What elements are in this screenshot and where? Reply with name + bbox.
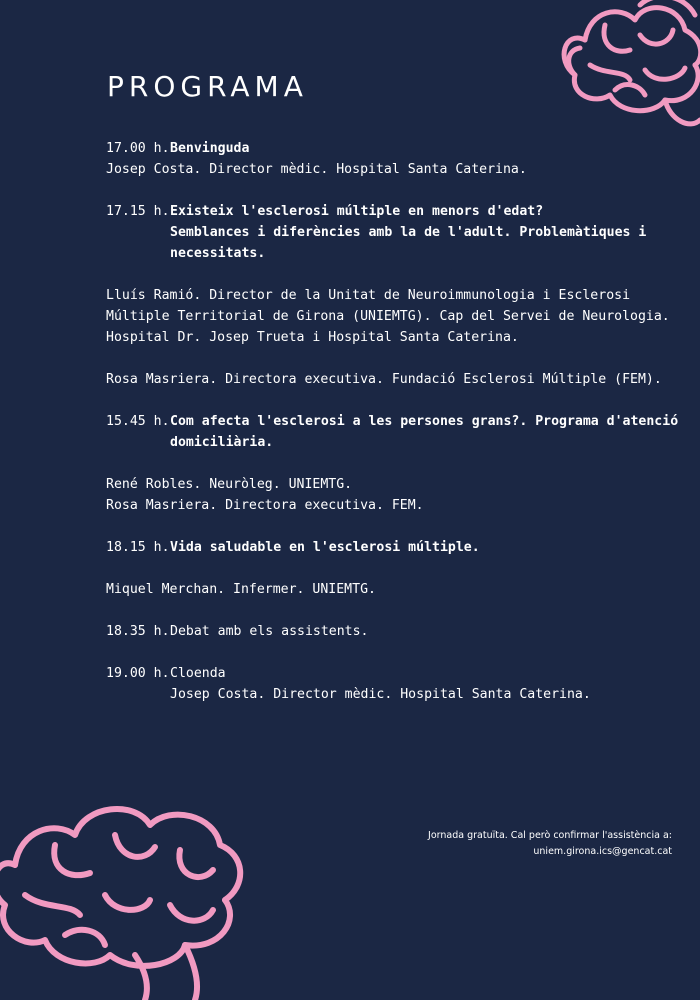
time-label: 15.45 h. — [106, 414, 170, 429]
program-list — [106, 138, 686, 705]
speaker-line: Rosa Masriera. Directora executiva. FEM. — [106, 498, 424, 513]
session-title: Semblances i diferències amb la de l'adult. Problemàtiques i — [170, 225, 647, 240]
speaker-line: René Robles. Neuròleg. UNIEMTG. — [106, 477, 353, 492]
time-label: 17.15 h. — [106, 204, 170, 219]
brain-icon — [0, 785, 275, 1000]
session-title: Benvinguda — [170, 141, 250, 156]
schedule-item — [106, 537, 686, 558]
footer-text: Jornada gratuïta. Cal però confirmar l'assistència a: — [428, 830, 672, 841]
speaker-line: Múltiple Territorial de Girona (UNIEMTG). Cap del Servei de Neurologia. — [106, 309, 670, 324]
page-title: PROGRAMA — [107, 70, 308, 103]
session-title: Existeix l'esclerosi múltiple en menors d'edat? — [170, 204, 544, 219]
speaker-line: Lluís Ramió. Director de la Unitat de Neuroimmunologia i Esclerosi — [106, 288, 631, 303]
session-title: Debat amb els assistents. — [170, 624, 369, 639]
speaker-line: Miquel Merchan. Infermer. UNIEMTG. — [106, 582, 376, 597]
footer-email[interactable]: uniem.girona.ics@gencat.cat — [533, 846, 672, 857]
schedule-item — [106, 621, 686, 642]
schedule-item — [106, 663, 686, 684]
session-title: Vida saludable en l'esclerosi múltiple. — [170, 540, 480, 555]
schedule-item — [106, 411, 686, 432]
session-title: domiciliària. — [170, 435, 274, 450]
schedule-item — [106, 138, 686, 159]
session-title: Cloenda — [170, 666, 226, 681]
speaker-line: Josep Costa. Director mèdic. Hospital Santa Caterina. — [106, 162, 527, 177]
time-label: 17.00 h. — [106, 141, 170, 156]
speaker-line: Rosa Masriera. Directora executiva. Fundació Esclerosi Múltiple (FEM). — [106, 372, 662, 387]
time-label: 19.00 h. — [106, 666, 170, 681]
schedule-item — [106, 201, 686, 222]
session-title: Com afecta l'esclerosi a les persones grans?. Programa d'atenció — [170, 414, 679, 429]
time-label: 18.35 h. — [106, 624, 170, 639]
footer-note — [428, 828, 672, 860]
speaker-line: Josep Costa. Director mèdic. Hospital Santa Caterina. — [170, 687, 591, 702]
speaker-line: Hospital Dr. Josep Trueta i Hospital Santa Caterina. — [106, 330, 519, 345]
time-label: 18.15 h. — [106, 540, 170, 555]
session-title: necessitats. — [170, 246, 266, 261]
brain-icon — [545, 0, 700, 145]
